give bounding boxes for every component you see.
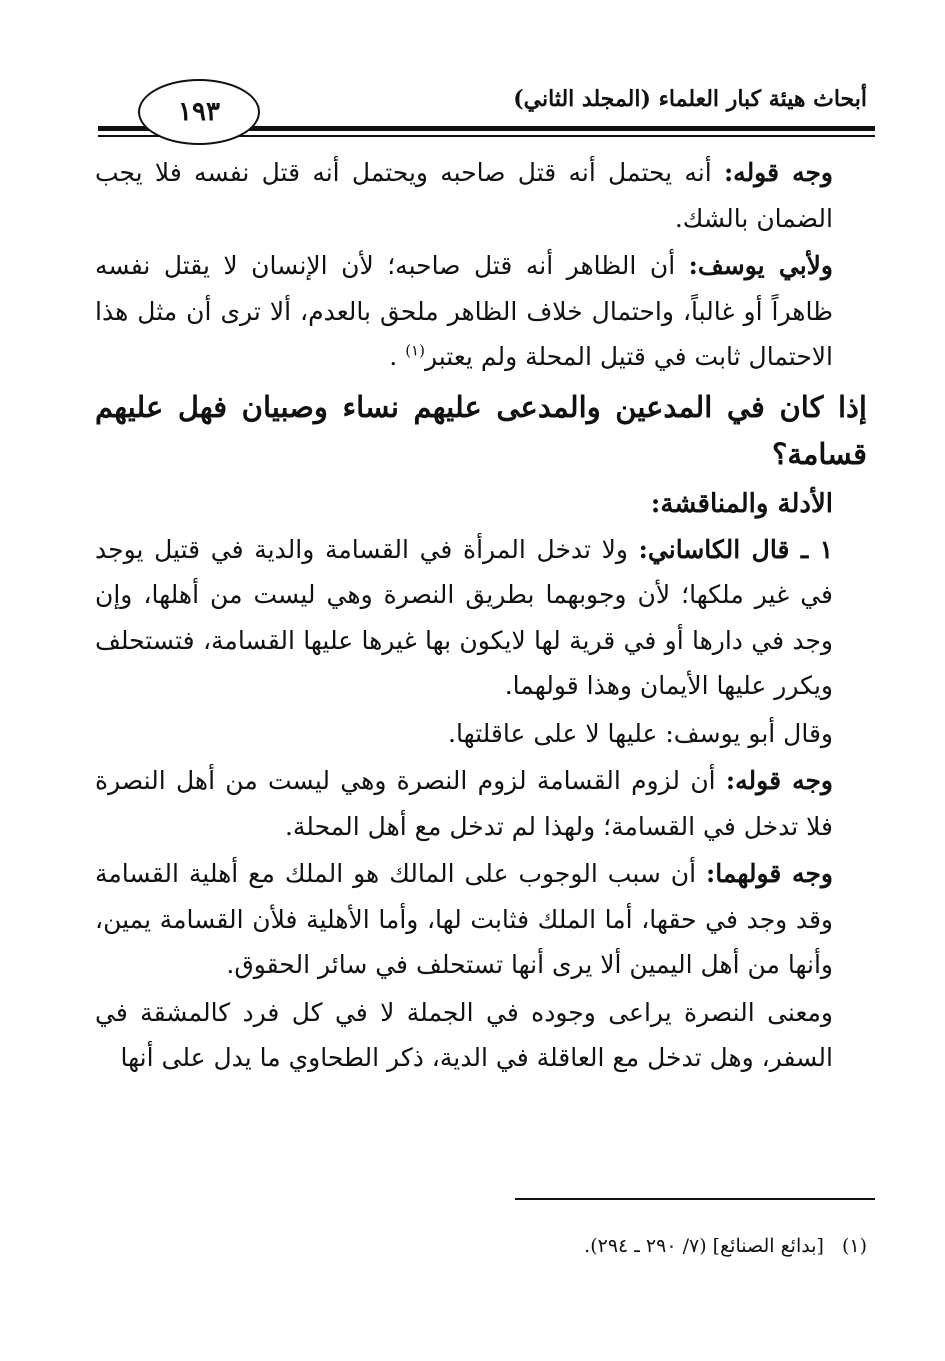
paragraph-7: ومعنى النصرة يراعى وجوده في الجملة لا في كل فرد كالمشقة في السفر، وهل تدخل مع العاقلة في الدية، ذكر الطحاوي ما يدل على أنها	[95, 997, 833, 1072]
footnote-text: [بدائع الصنائع] (٧/ ٢٩٠ ـ ٢٩٤).	[584, 1235, 824, 1257]
paragraph-2-text: أن الظاهر أنه قتل صاحبه؛ لأن الإنسان لا يقتل نفسه ظاهراً أو غالباً، واحتمال خلاف الظاهر ملحق بالعدم، ألا ترى أن مثل هذا الاحتمال ثابت في قتيل المحلة ولم يعتبر	[95, 251, 833, 371]
paragraph-1-text: أنه يحتمل أنه قتل صاحبه ويحتمل أنه قتل نفسه فلا يجب الضمان بالشك.	[95, 158, 833, 233]
footnote-ref-1[interactable]: (١)	[405, 341, 425, 360]
footnote-1	[584, 1235, 867, 1257]
paragraph-6	[95, 851, 867, 988]
paragraph-2	[95, 243, 867, 380]
paragraph-3-text: ولا تدخل المرأة في القسامة والدية في قتيل يوجد في غير ملكها؛ لأن وجوبهما بطريق النصرة وهي ليست من أهلها، وإن وجد في دارها أو في قرية لها لايكون بها غيرها عليها القسامة، فتستحلف ويكرر عليها الأيمان وهذا قولهما.	[95, 534, 833, 700]
page-number-oval	[138, 79, 260, 145]
paragraph-6-lead: وجه قولهما:	[706, 859, 833, 888]
page-number: ١٩٣	[178, 97, 220, 127]
paragraph-5-lead: وجه قوله:	[725, 766, 834, 795]
paragraph-6-text: أن سبب الوجوب على المالك هو الملك مع أهلية القسامة وقد وجد في حقها، أما الملك فثابت لها، وأما الأهلية فلأن القسامة يمين، وأنها من أهل اليمين ألا يرى أنها تستحلف في سائر الحقوق.	[95, 859, 833, 979]
footnote-separator	[515, 1198, 875, 1200]
paragraph-4: وقال أبو يوسف: عليها لا على عاقلتها.	[448, 718, 833, 748]
section-heading: إذا كان في المدعين والمدعى عليهم نساء وصبيان فهل عليهم قسامة؟	[95, 389, 867, 471]
paragraph-1	[95, 150, 867, 241]
running-title: أبحاث هيئة كبار العلماء (المجلد الثاني)	[513, 86, 867, 112]
paragraph-5	[95, 758, 867, 849]
main-text	[95, 150, 867, 1081]
paragraph-2-end: .	[389, 342, 406, 371]
paragraph-1-lead: وجه قوله:	[723, 158, 834, 187]
footnote-number: (١)	[841, 1235, 867, 1257]
paragraph-3	[95, 527, 867, 709]
paragraph-3-lead: ١ ـ قال الكاساني:	[638, 534, 833, 564]
paragraph-2-lead: ولأبي يوسف:	[688, 251, 833, 280]
subheading-evidence: الأدلة والمناقشة:	[650, 488, 833, 519]
paragraph-5-text: أن لزوم القسامة لزوم النصرة وهي ليست من أهل النصرة فلا تدخل في القسامة؛ ولهذا لم تدخل مع أهل المحلة.	[95, 766, 833, 841]
